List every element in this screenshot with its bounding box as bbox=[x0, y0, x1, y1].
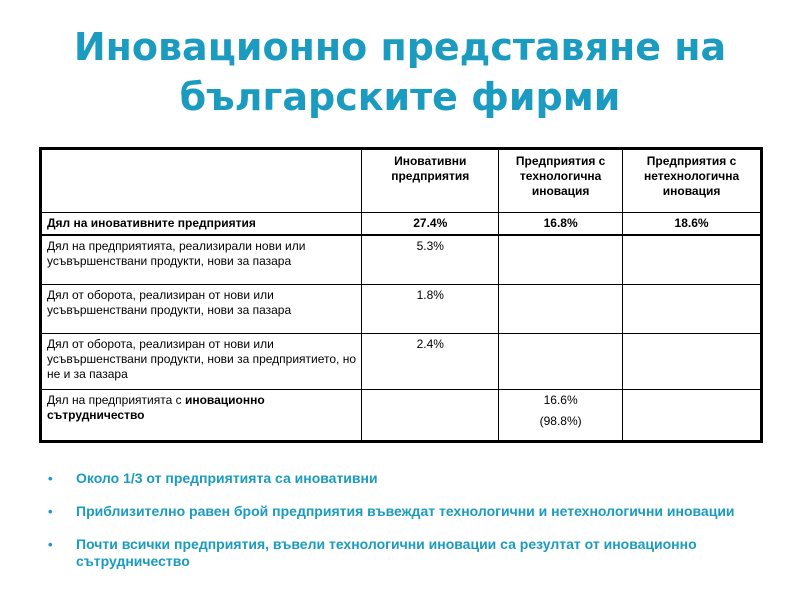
bullet-item bbox=[44, 503, 764, 520]
row-label-prefix: Дял на предприятията с bbox=[47, 392, 185, 407]
cell-value: 27.4% bbox=[362, 213, 499, 236]
cell-value: 1.8% bbox=[362, 284, 499, 333]
cell-value-main: 16.6% bbox=[543, 392, 578, 407]
slide-title bbox=[0, 22, 800, 122]
table-row bbox=[41, 235, 762, 284]
cell-value bbox=[499, 333, 623, 389]
cell-value bbox=[623, 333, 762, 389]
cell-value bbox=[499, 235, 623, 284]
bullet-marker: • bbox=[48, 537, 53, 552]
table-row bbox=[41, 389, 762, 441]
cell-value: 18.6% bbox=[623, 213, 762, 236]
table-header-row bbox=[41, 149, 762, 213]
cell-value-secondary: (98.8%) bbox=[539, 413, 582, 428]
bullet-item bbox=[44, 470, 764, 487]
bullet-text: Около 1/3 от предприятията са иновативни bbox=[76, 470, 378, 486]
cell-value bbox=[499, 389, 623, 441]
row-label: Дял на предприятията, реализирали нови или усъвършенствани продукти, нови за пазара bbox=[41, 235, 362, 284]
table-row bbox=[41, 213, 762, 236]
cell-value: 2.4% bbox=[362, 333, 499, 389]
cell-value: 5.3% bbox=[362, 235, 499, 284]
slide-title-line-2: българските фирми bbox=[179, 75, 621, 119]
bullet-list bbox=[44, 462, 764, 570]
table-row bbox=[41, 333, 762, 389]
bullet-marker: • bbox=[48, 504, 53, 519]
innovation-table bbox=[39, 147, 763, 443]
cell-value bbox=[499, 284, 623, 333]
cell-value: 16.8% bbox=[499, 213, 623, 236]
cell-value bbox=[623, 389, 762, 441]
row-label: Дял на иновативните предприятия bbox=[41, 213, 362, 236]
row-label: Дял от оборота, реализиран от нови или усъвършенствани продукти, нови за пазара bbox=[41, 284, 362, 333]
row-label bbox=[41, 389, 362, 441]
cell-value bbox=[362, 389, 499, 441]
row-label-bold: иновационно сътрудничество bbox=[47, 392, 265, 422]
bullet-text: Почти всички предприятия, въвели технологични иновации са резултат от иновационно сътрудничество bbox=[76, 536, 697, 569]
bullet-marker: • bbox=[48, 471, 53, 486]
table-row bbox=[41, 284, 762, 333]
bullet-text: Приблизително равен брой предприятия въвеждат технологични и нетехнологични иновации bbox=[76, 503, 735, 519]
table-header-technological: Предприятия с технологична иновация bbox=[499, 149, 623, 213]
table-header-nontechnological: Предприятия с нетехнологична иновация bbox=[623, 149, 762, 213]
table-header-empty bbox=[41, 149, 362, 213]
cell-value bbox=[623, 235, 762, 284]
row-label: Дял от оборота, реализиран от нови или усъвършенствани продукти, нови за предприятието, но не и за пазара bbox=[41, 333, 362, 389]
bullet-item bbox=[44, 536, 764, 570]
cell-value bbox=[623, 284, 762, 333]
slide-title-line-1: Иновационно представяне на bbox=[73, 25, 727, 69]
table-header-innovative: Иновативни предприятия bbox=[362, 149, 499, 213]
